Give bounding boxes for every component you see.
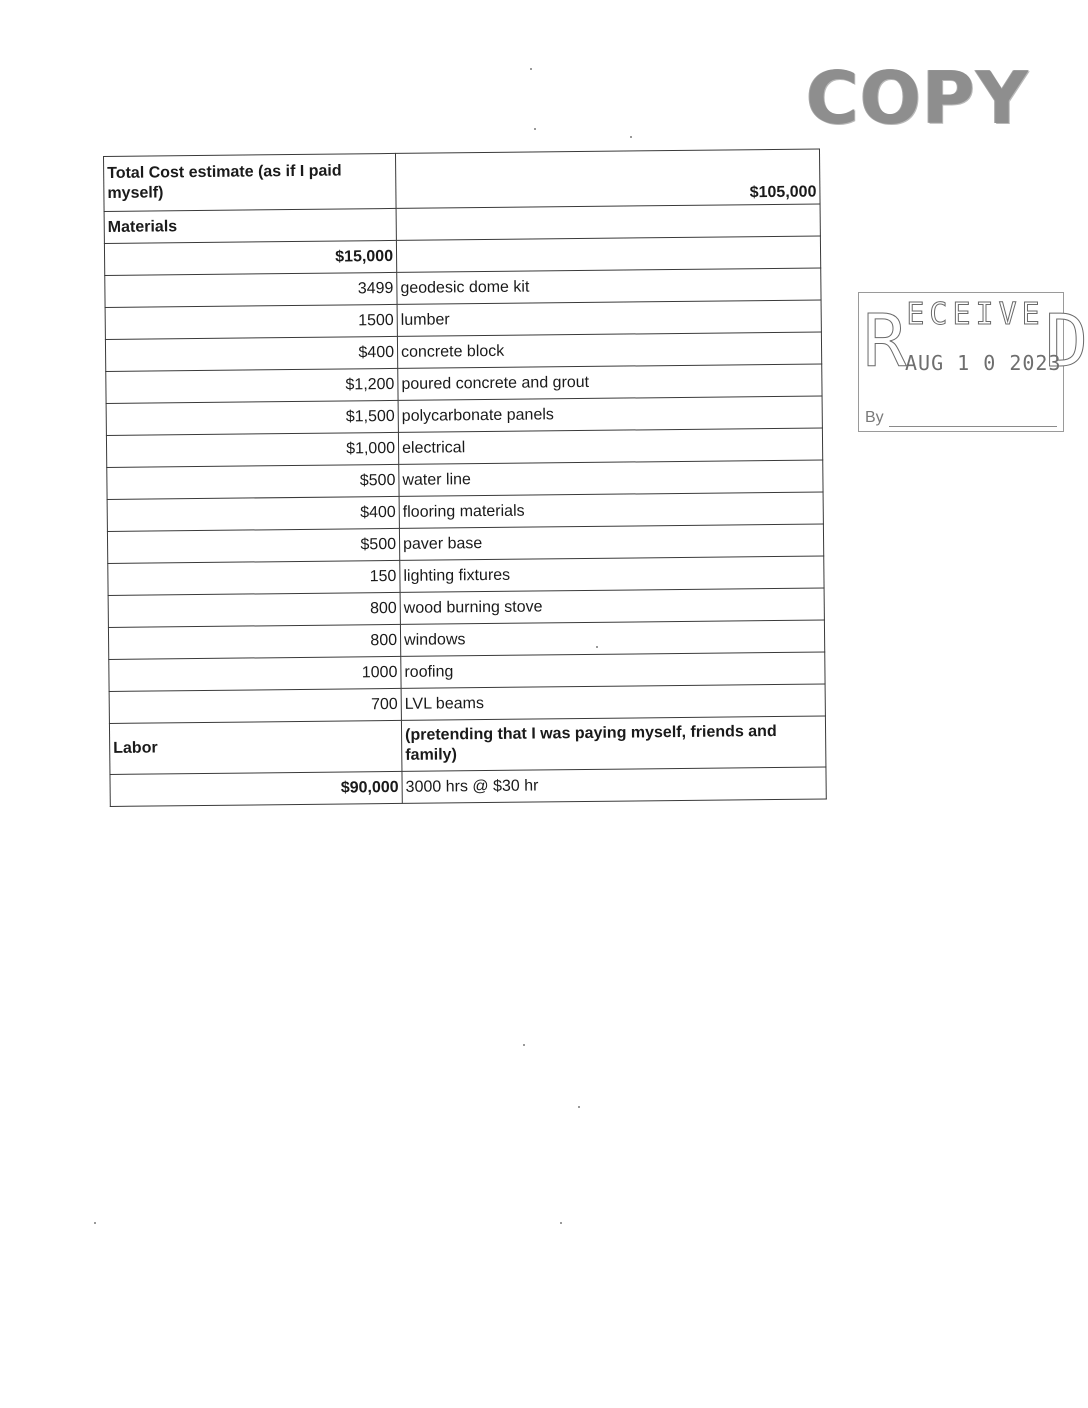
total-row	[104, 149, 821, 211]
item-description: electrical	[398, 428, 822, 464]
item-description: paver base	[399, 524, 823, 560]
item-description: LVL beams	[401, 684, 825, 720]
received-last-letter: D	[1044, 299, 1088, 383]
labor-value: $90,000	[110, 771, 402, 806]
copy-stamp: COPY	[806, 56, 1029, 140]
item-description: roofing	[401, 652, 825, 688]
cost-estimate-table	[103, 148, 827, 806]
cost-estimate-sheet	[103, 149, 826, 807]
item-amount: $1,500	[106, 400, 398, 435]
item-amount: $500	[107, 528, 399, 563]
labor-row	[109, 716, 825, 774]
item-amount: $1,000	[106, 432, 398, 467]
item-amount: 1500	[105, 304, 397, 339]
materials-total-empty-cell	[396, 236, 820, 272]
item-amount: $400	[107, 496, 399, 531]
total-label: Total Cost estimate (as if I paid myself)	[104, 153, 397, 211]
received-date: AUG 1 0 2023	[905, 351, 1062, 375]
item-amount: $500	[107, 464, 399, 499]
labor-detail: 3000 hrs @ $30 hr	[402, 767, 826, 803]
item-amount: 3499	[105, 272, 397, 307]
item-description: polycarbonate panels	[398, 396, 822, 432]
item-description: concrete block	[397, 332, 821, 368]
materials-empty-cell	[396, 204, 820, 240]
item-description: water line	[399, 460, 823, 496]
item-description: flooring materials	[399, 492, 823, 528]
labor-label: Labor	[109, 720, 402, 774]
item-amount: $400	[105, 336, 397, 371]
materials-label: Materials	[104, 208, 396, 243]
item-amount: 800	[108, 592, 400, 627]
item-description: lighting fixtures	[400, 556, 824, 592]
item-amount: 150	[108, 560, 400, 595]
item-description: wood burning stove	[400, 588, 824, 624]
labor-total-row	[110, 767, 826, 806]
item-amount: 700	[109, 688, 401, 723]
materials-value: $15,000	[104, 240, 396, 275]
item-description: windows	[400, 620, 824, 656]
received-by-label: By	[865, 409, 884, 426]
item-description: lumber	[397, 300, 821, 336]
received-by-line	[889, 426, 1057, 427]
received-stamp	[858, 292, 1088, 432]
item-description: poured concrete and grout	[398, 364, 822, 400]
item-description: geodesic dome kit	[397, 268, 821, 304]
received-first-letter: R	[863, 299, 907, 383]
item-amount: 800	[108, 624, 400, 659]
item-amount: $1,200	[106, 368, 398, 403]
total-value: $105,000	[395, 149, 820, 208]
item-amount: 1000	[109, 656, 401, 691]
labor-note: (pretending that I was paying myself, friends and family)	[401, 716, 826, 771]
received-middle-letters: ECEIVE	[906, 297, 1045, 332]
